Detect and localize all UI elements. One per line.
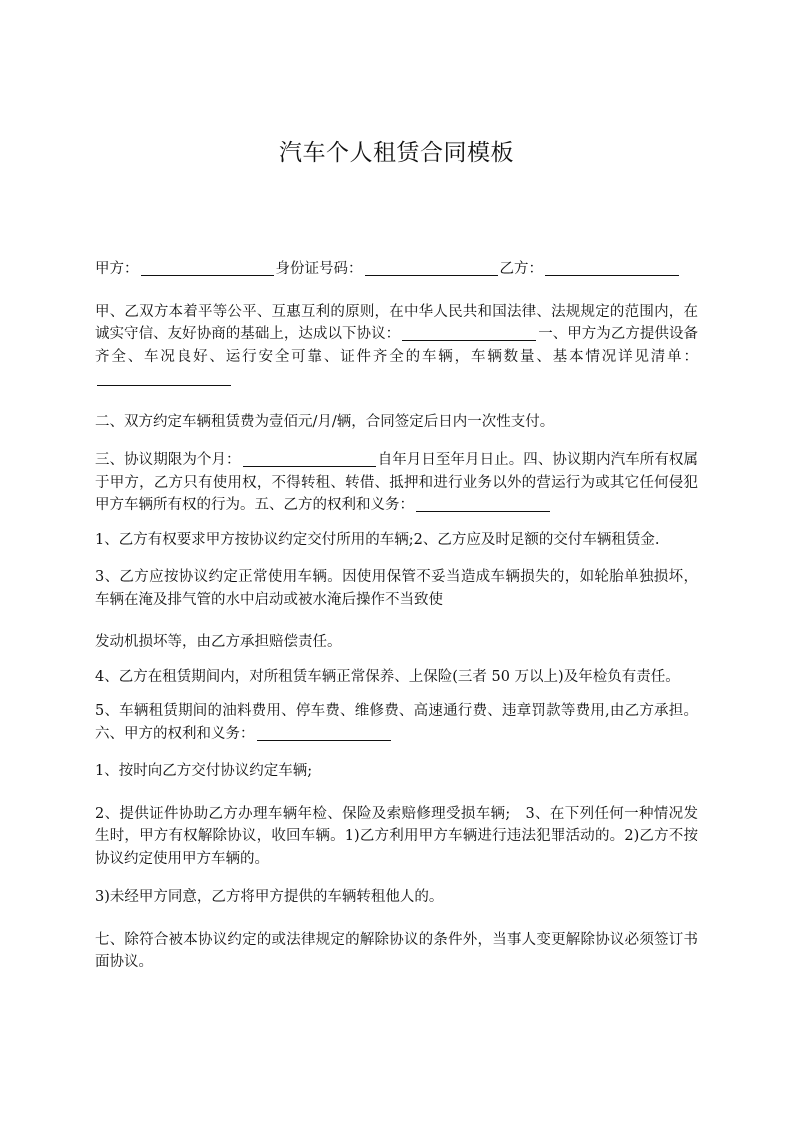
party-b-rights-blank[interactable] [416,495,550,512]
party-a-blank[interactable] [141,259,274,276]
party-b-label: 乙方： [499,261,543,277]
paragraph-principles [95,301,698,391]
paragraph-clause-2: 二、双方约定车辆租赁费为壹佰元/月/辆，合同签定后日内一次性支付。 [95,413,555,430]
agreement-blank[interactable] [402,324,536,341]
paragraph-a-right-3-3: 3)未经甲方同意，乙方将甲方提供的车辆转租他人的。 [95,889,444,905]
document-title: 汽车个人租赁合同模板 [279,140,514,166]
party-b-blank[interactable] [545,259,679,276]
party-a-rights-blank[interactable] [257,724,391,741]
paragraph-clause-7: 七、除符合被本协议约定的或法律规定的解除协议的条件外，当事人变更解除协议必须签订书面协议。 [95,931,698,970]
party-a-label: 甲方： [95,261,139,277]
id-number-blank[interactable] [365,259,498,276]
paragraph-b-right-1: 1、乙方有权要求甲方按协议约定交付所用的车辆;2、乙方应及时足额的交付车辆租赁金. [95,531,660,548]
paragraph-a-right-1: 1、按时向乙方交付协议约定车辆; [95,763,313,779]
parties-line [95,258,698,281]
id-number-label: 身份证号码： [275,261,363,277]
paragraph-clause-3-text-a: 三、协议期限为个月： [95,452,241,468]
paragraph-clause-3 [95,449,698,517]
vehicle-list-blank[interactable] [97,369,231,386]
paragraph-b-right-5-text: 5、车辆租赁期间的油料费用、停车费、维修费、高速通行费、违章罚款等费用,由乙方承担。六、甲方的权利和义务： [95,703,698,742]
paragraph-principles-text: 甲、乙双方本着平等公平、互惠互利的原则，在中华人民共和国法律、法规规定的范围内，在诚实守信、友好协商的基础上，达成以下协议： [95,303,698,342]
paragraph-b-right-3: 3、乙方应按协议约定正常使用车辆。因使用保管不妥当造成车辆损失的，如轮胎单独损坏，车辆在淹及排气管的水中启动或被水淹后操作不当致使 [95,569,698,608]
paragraph-clause-3-text-b: 自年月日至年月日止。四、协议期内汽车所有权属于甲方，乙方只有使用权，不得转租、转借、抵押和进行业务以外的营运行为或其它任何侵犯甲方车辆所有权的行为。五、乙方的权利和义务： [95,452,698,513]
document-body [95,258,698,974]
paragraph-a-right-2-3: 2、提供证件协助乙方办理车辆年检、保险及索赔修理受损车辆; 3、在下列任何一种情况发生时，甲方有权解除协议，收回车辆。1)乙方利用甲方车辆进行违法犯罪活动的。2)乙方不按协议约定使用甲方车辆的。 [95,805,698,867]
paragraph-clause-1-text: 一、甲方为乙方提供设备齐全、车况良好、运行安全可靠、证件齐全的车辆，车辆数量、基本情况详见清单： [95,326,698,365]
paragraph-b-right-4: 4、乙方在租赁期间内，对所租赁车辆正常保养、上保险(三者 50 万以上)及年检负有责任。 [95,668,680,685]
paragraph-b-right-5 [95,700,698,745]
term-blank[interactable] [243,450,376,467]
paragraph-b-right-3-cont: 发动机损坏等，由乙方承担赔偿责任。 [95,634,342,650]
